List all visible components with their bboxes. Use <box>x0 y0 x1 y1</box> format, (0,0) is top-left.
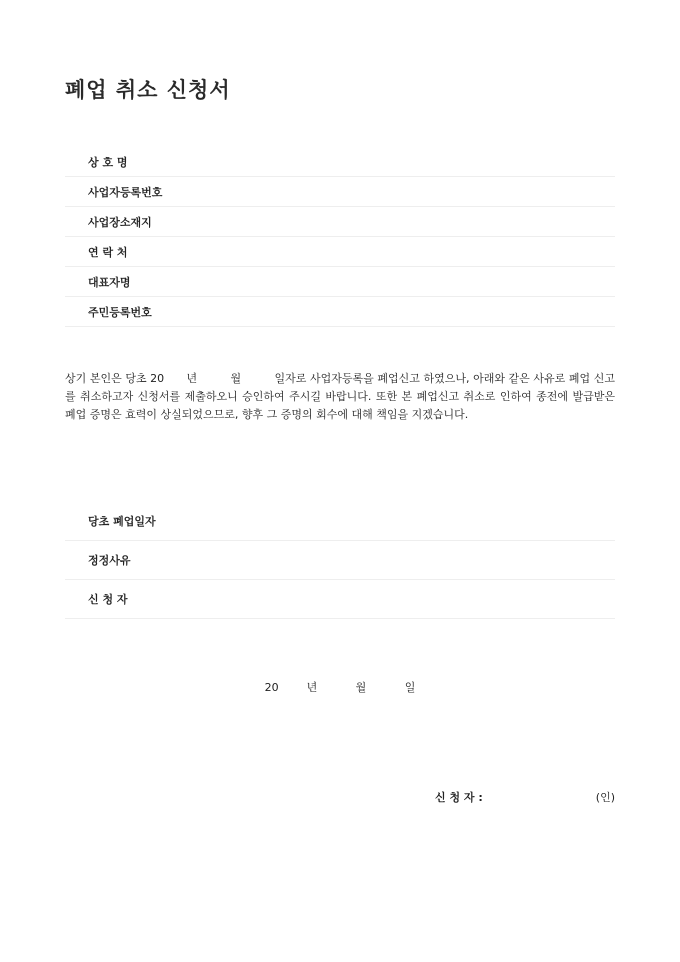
label-representative-name: 대표자명 <box>88 275 131 289</box>
info-row-contact <box>65 237 615 267</box>
label-contact: 연 락 처 <box>88 245 128 259</box>
info-row-business-registration-number <box>65 177 615 207</box>
signature-label: 신 청 자 : <box>435 791 483 804</box>
info-row-business-address <box>65 207 615 237</box>
details-table <box>65 502 615 619</box>
applicant-info-table <box>65 147 615 327</box>
label-applicant: 신 청 자 <box>88 593 128 606</box>
info-row-original-closure-date <box>65 502 615 541</box>
date-line: 20 년 월 일 <box>264 681 416 694</box>
label-business-name: 상 호 명 <box>88 155 128 169</box>
statement-paragraph: 상기 본인은 당초 20 년 월 일자로 사업자등록을 폐업신고 하였으나, 아래와 같은 사유로 폐업 신고를 취소하고자 신청서를 제출하오니 승인하여 주시길 바랍니다. 또한 본 폐업신고 취소로 인하여 종전에 발급받은 폐업 증명은 효력이 상실되었으므로, 향후 그 증명의 회수에 대해 책임을 지겠습니다. <box>65 372 615 421</box>
info-row-representative-name <box>65 267 615 297</box>
label-business-address: 사업장소재지 <box>88 215 152 229</box>
info-row-business-name <box>65 147 615 177</box>
info-row-correction-reason <box>65 541 615 580</box>
info-row-resident-registration-number <box>65 297 615 327</box>
label-correction-reason: 정정사유 <box>88 554 131 567</box>
info-row-applicant <box>65 580 615 619</box>
seal-mark: (인) <box>595 791 615 804</box>
label-resident-registration-number: 주민등록번호 <box>88 305 152 319</box>
label-business-registration-number: 사업자등록번호 <box>88 185 163 199</box>
document-title: 폐업 취소 신청서 <box>65 78 231 102</box>
label-original-closure-date: 당초 폐업일자 <box>88 515 156 528</box>
